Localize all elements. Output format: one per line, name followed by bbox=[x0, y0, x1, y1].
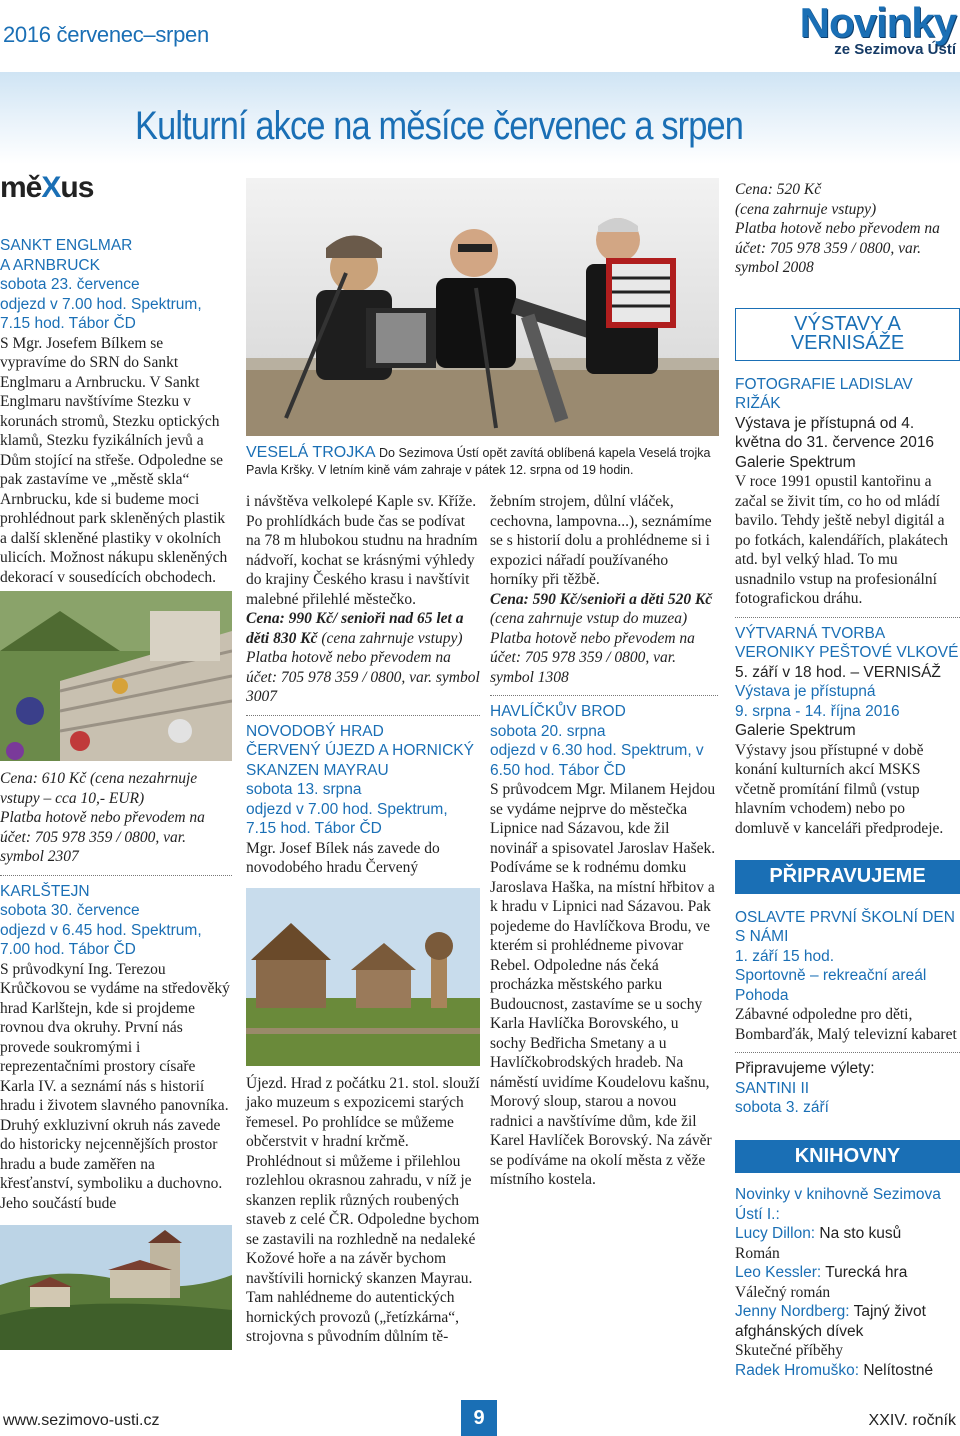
event-departure: odjezd v 6.45 hod. Spektrum, 7.00 hod. Tábor ČD bbox=[0, 921, 202, 958]
divider bbox=[735, 1052, 960, 1053]
event-text: S průvodcem Mgr. Milanem Hejdou se vydáme nejprve do městečka Lipnice nad Sázavou, kde žil novinář a spisovatel Jaroslav Hašek. Podíváme se k rodnému domku Jaroslava Haška, na místní hřbitov a k hradu v Lipnici nad Sázavou. Pak pojedeme do Havlíčkova Brodu, ve kterém si prohlédneme pivovar Rebel. Odpoledne nás čeká procházka městského parku Budoucnost, zastavíme se u sochy Karla Havlíčka Borovského, u sochy Bedřicha Smetany a u Havlíčkobrodských hradeb. Na náměstí uvidíme Koudelovu kašnu, Morový sloup, starou a novou radnici a navštívíme dům, kde žil Karel Havlíček Borovský. Na závěr se podíváme na okolí města z věže místního kostela. bbox=[490, 781, 716, 1188]
volume-label: XXIV. ročník bbox=[868, 1412, 956, 1429]
book-item: Radek Hromuško: Nelítostné bbox=[735, 1361, 934, 1379]
logo-word: Novinky bbox=[799, 0, 956, 46]
top-bar bbox=[0, 0, 960, 74]
event-date: sobota 23. července bbox=[0, 276, 140, 293]
trip-title: SANTINI II bbox=[735, 1079, 810, 1097]
section-upcoming-heading: PŘIPRAVUJEME bbox=[735, 860, 960, 894]
book-item: Jenny Nordberg: Tajný život afghánských dívek bbox=[735, 1303, 926, 1340]
event-text: Mgr. Josef Bílek nás zavede do novodobého hradu Červený bbox=[246, 839, 440, 876]
divider bbox=[0, 875, 232, 876]
event-departure: odjezd v 7.00 hod. Spektrum, bbox=[0, 295, 202, 313]
event-date: sobota 30. července bbox=[0, 902, 140, 919]
upcoming-text: Zábavné odpoledne pro děti, Bombarďák, Malý televizní kabaret bbox=[735, 1006, 957, 1043]
glass-garden-photo bbox=[0, 591, 232, 761]
event-title: SANKT ENGLMAR bbox=[0, 237, 133, 254]
karlstejn-photo bbox=[0, 1225, 232, 1350]
library-intro: Novinky v knihovně Sezimova Ústí I.: bbox=[735, 1186, 941, 1223]
logo-subtitle: ze Sezimova Ústí bbox=[834, 41, 956, 58]
exhibition-dates: Výstava je přístupná od 4. května do 31. července 2016 bbox=[735, 414, 935, 451]
exhibition-title: FOTOGRAFIE LADISLAV RIŽÁK bbox=[735, 375, 913, 412]
event-departure: odjezd v 7.00 hod. Spektrum, 7.15 hod. Tábor ČD bbox=[246, 800, 448, 837]
caption-text: Do Sezimova Ústí opět zavítá oblíbená kapela Veselá trojka Pavla Kršky. V letním kině vám zahraje v pátek 12. srpna od 19 hodin. bbox=[246, 446, 711, 477]
event-text: Újezd. Hrad z počátku 21. stol. slouží jako muzeum s expozicemi starých řemesel. Po prohlídce se můžeme občerstvit v hradní krčmě. Prohlédnout si můžeme i přilehlou rozlehlou okrasnou zahradu, v níž je skanzen replik různých roubených staveb z celé ČR. Odpoledne bychom se zastavili na rozhledně na nedaleké Kožové hoře a na závěr bychom navštívili hornický skanzen Mayrau. Tam nahlédneme do autentických hornických provozů („řetízkárna“, strojovna s původním důlním tě- bbox=[246, 1074, 480, 1345]
page-number: 9 bbox=[461, 1400, 497, 1436]
event-title: ČERVENÝ ÚJEZD A HORNICKÝ SKANZEN MAYRAU bbox=[246, 742, 474, 779]
section-library-heading: KNIHOVNY bbox=[735, 1140, 960, 1174]
event-title: A ARNBRUCK bbox=[0, 256, 100, 274]
event-date: sobota 20. srpna bbox=[490, 722, 606, 740]
book-genre: Skutečné příběhy bbox=[735, 1342, 844, 1359]
price-info: Cena: 610 Kč (cena nezahrnuje vstupy – cca 10,- EUR) bbox=[0, 770, 198, 807]
exhibition-venue: Galerie Spektrum bbox=[735, 453, 856, 471]
village-photo bbox=[246, 888, 480, 1066]
event-text: žebním strojem, důlní vláček, cechovna, lampovna...), seznámíme se s historií dolu a prohlédneme si i expozici nářadí používaného horníky při těžbě. bbox=[490, 493, 712, 588]
trips-label: Připravujeme výlety: bbox=[735, 1060, 875, 1077]
event-title: HAVLÍČKŮV BROD bbox=[490, 703, 626, 720]
exhibition-dates: 9. srpna - 14. října 2016 bbox=[735, 702, 900, 720]
upcoming-venue: Sportovně – rekreační areál Pohoda bbox=[735, 967, 927, 1004]
exhibition-title: VÝTVARNÁ TVORBA VERONIKY PEŠTOVÉ VLKOVÉ bbox=[735, 624, 959, 661]
book-item: Leo Kessler: Turecká hra bbox=[735, 1264, 908, 1281]
price-note: (cena zahrnuje vstupy) bbox=[735, 200, 877, 218]
price-note: (cena zahrnuje vstupy) bbox=[317, 629, 463, 647]
payment-info: Platba hotově nebo převodem na účet: 705 978 359 / 0800, var. symbol 2307 bbox=[0, 809, 205, 865]
column-1 bbox=[0, 171, 232, 1350]
event-title: NOVODOBÝ HRAD bbox=[246, 722, 384, 740]
divider bbox=[490, 695, 718, 696]
payment-info: Platba hotově nebo převodem na účet: 705 978 359 / 0800, var. symbol 1308 bbox=[490, 629, 695, 686]
payment-info: Platba hotově nebo převodem na účet: 705 978 359 / 0800, var. symbol 3007 bbox=[246, 649, 480, 705]
book-item: Lucy Dillon: Na sto kusů bbox=[735, 1225, 902, 1242]
event-title: KARLŠTEJN bbox=[0, 882, 90, 900]
trip-date: sobota 3. září bbox=[735, 1099, 829, 1116]
divider bbox=[735, 617, 960, 618]
page-title: Kulturní akce na měsíce červenec a srpen bbox=[135, 104, 744, 148]
exhibition-text: V roce 1991 opustil kantořinu a začal se živit tím, co ho od mládí bavilo. Tehdy ještě nebyl digitál a po fotkách, kalendářích, plakátech atd. byl velký hlad. To mu usnadnilo vstup na profesionální fotografickou dráhu. bbox=[735, 473, 949, 607]
event-text: i návštěva velkolepé Kaple sv. Kříže. Po prohlídkách bude čas se podívat na 78 m hlubokou studnu na hradním nádvoří, kochat se krásnými výhledy do krajiny Českého krasu i navštívit malebné přilehlé městečko. bbox=[246, 493, 478, 608]
newsletter-logo bbox=[800, 2, 956, 58]
event-departure: odjezd v 6.30 hod. Spektrum, v 6.50 hod. Tábor ČD bbox=[490, 742, 704, 779]
caption-lead: VESELÁ TROJKA bbox=[246, 444, 376, 461]
mexus-logo: měXus bbox=[0, 171, 94, 204]
price-note: (cena zahrnuje vstup do muzea) bbox=[490, 610, 688, 627]
price-info: Cena: 590 Kč/senioři a děti 520 Kč bbox=[490, 590, 713, 608]
upcoming-title: OSLAVTE PRVNÍ ŠKOLNÍ DEN S NÁMI bbox=[735, 908, 955, 945]
photo-caption bbox=[246, 444, 726, 479]
payment-info: Platba hotově nebo převodem na účet: 705 978 359 / 0800, var. symbol 2008 bbox=[735, 220, 940, 276]
exhibition-open: Výstava je přístupná bbox=[735, 683, 876, 700]
book-genre: Válečný román bbox=[735, 1283, 831, 1301]
upcoming-date: 1. září 15 hod. bbox=[735, 947, 835, 965]
event-departure: 7.15 hod. Tábor ČD bbox=[0, 315, 136, 332]
band-photo bbox=[246, 178, 719, 436]
price-info: Cena: 990 Kč/ senioři nad 65 let a děti 830 Kč bbox=[246, 610, 464, 647]
column-4 bbox=[735, 180, 960, 1380]
website-link[interactable]: www.sezimovo-usti.cz bbox=[3, 1412, 160, 1429]
section-exhibitions-heading: VÝSTAVY A VERNISÁŽE bbox=[735, 308, 960, 361]
event-text: S průvodkyní Ing. Terezou Krůčkovou se vydáme na středověký hrad Karlštejn, kde si projdeme rovnou dva okruhy. První nás provede soukromými i reprezentačními prostory císaře Karla IV. a seznámí nás s historií hradu i životem slavného panovníka. Druhý exkluzivní okruh nás zavede do historicky nejcennějších prostor hradu a bude zaměřen na křesťanství, symboliku a duchovno. Jeho součástí bude bbox=[0, 960, 230, 1212]
price-info: Cena: 520 Kč bbox=[735, 181, 822, 198]
exhibition-venue: Galerie Spektrum bbox=[735, 722, 856, 739]
vernissage-time: 5. září v 18 hod. – VERNISÁŽ bbox=[735, 663, 941, 681]
event-date: sobota 13. srpna bbox=[246, 781, 362, 798]
column-2 bbox=[246, 492, 480, 1347]
book-genre: Román bbox=[735, 1244, 780, 1262]
exhibition-text: Výstavy jsou přístupné v době konání kulturních akcí MSKS včetně promítání filmů (vstup hlavním vchodem) nebo po domluvě v kanceláři předprodeje. bbox=[735, 741, 944, 837]
column-3 bbox=[490, 492, 718, 1190]
event-text: S Mgr. Josefem Bílkem se vypravíme do SRN do Sankt Englmaru a Arnbrucku. V Sankt Englmaru navštívíme Stezku v korunách stromů, Stezku optických klamů, Stezku fyzikálních jevů a Dům stojící na střeše. Odpoledne se pak zastavíme ve „městě skla“ Arnbrucku, kde si budeme moci prohlédnout park skleněných plastik a další skleněné plastiky v okolních ulicích. Možnost nákupu skleněných dekorací v sousedících obchodech. bbox=[0, 334, 228, 586]
issue-date: 2016 červenec–srpen bbox=[3, 22, 209, 47]
divider bbox=[246, 715, 480, 716]
